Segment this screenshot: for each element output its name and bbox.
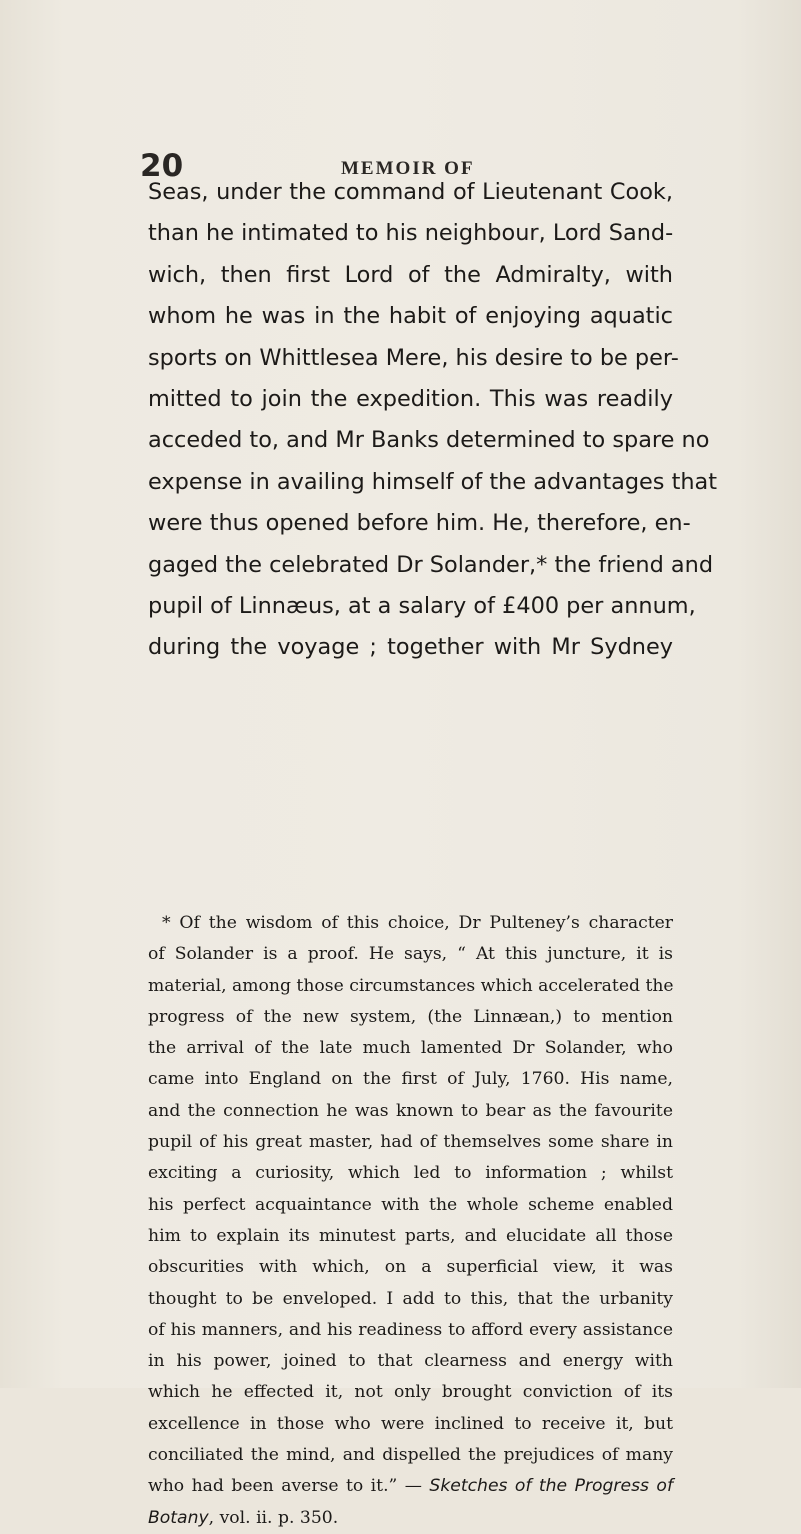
footnote-line: the arrival of the late much lamented Dr Solander, who [148,1038,673,1059]
footnote-line: obscurities with which, on a superficial view, it was [148,1257,673,1278]
footnote-line: exciting a curiosity, which led to information ; whilst [148,1163,673,1184]
running-head: MEMOIR OF [341,158,475,179]
footnote-line: in his power, joined to that clearness and energy with [148,1351,673,1372]
body-line: pupil of Linnæus, at a salary of £400 per annum, [148,592,696,619]
body-text [148,172,718,669]
footnote-line: conciliated the mind, and dispelled the prejudices of many [148,1445,673,1466]
footnote-line: which he effected it, not only brought conviction of its [148,1382,673,1403]
citation-title-2: Botany [148,1507,209,1528]
body-line: expense in availing himself of the advantages that [148,468,718,495]
body-line: Seas, under the command of Lieutenant Cook, [148,179,673,205]
footnote-line: of Solander is a proof. He says, “ At this juncture, it is [148,944,673,965]
body-line: during the voyage ; together with Mr Sydney [148,634,673,661]
footnote-line: material, among those circumstances which accelerated the [148,975,674,996]
footnote-line: of his manners, and his readiness to afford every assistance [148,1319,673,1340]
footnote-line: came into England on the first of July, 1760. His name, [148,1069,673,1090]
footnote-citation-end [148,1503,673,1534]
body-line: wich, then first Lord of the Admiralty, with [148,261,673,288]
footnote-line: his perfect acquaintance with the whole scheme enabled [148,1194,673,1215]
footnote-line: * Of the wisdom of this choice, Dr Pulteney’s character [162,913,673,933]
body-line: whom he was in the habit of enjoying aquatic [148,303,673,330]
footnote-line: thought to be enveloped. I add to this, that the urbanity [148,1288,673,1309]
footnote-citation-line [148,1471,673,1502]
body-line: gaged the celebrated Dr Solander,* the friend and [148,551,714,578]
footnote-line: pupil of his great master, had of themselves some share in [148,1132,673,1153]
citation-detail: , vol. ii. p. 350. [208,1507,339,1528]
footnote-line: excellence in those who were inclined to receive it, but [148,1413,673,1434]
body-line: sports on Whittlesea Mere, his desire to be per- [148,344,679,371]
body-line: were thus opened before him. He, therefore, en- [148,510,691,537]
page-number: 20 [140,148,184,184]
footnote-line: him to explain its minutest parts, and elucidate all those [148,1225,673,1246]
footnote [148,908,673,1534]
footnote-line: who had been averse to it.” — [148,1476,422,1497]
body-line: acceded to, and Mr Banks determined to spare no [148,427,710,454]
footnote-line: progress of the new system, (the Linnæan,) to mention [148,1006,673,1027]
footnote-line: and the connection he was known to bear as the favourite [148,1100,673,1121]
citation-title: Sketches of the Progress of [429,1476,673,1497]
body-line: than he intimated to his neighbour, Lord Sand- [148,220,674,247]
body-line: mitted to join the expedition. This was readily [148,385,673,412]
